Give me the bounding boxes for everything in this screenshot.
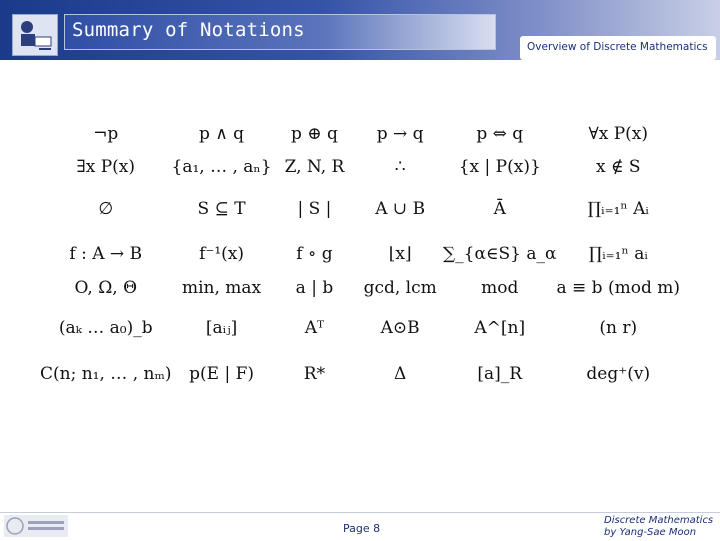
notation-cell: S ⊆ T xyxy=(197,199,246,219)
notation-cell: A^[n] xyxy=(474,318,526,338)
footer-divider xyxy=(0,512,720,513)
notation-cell: (n r) xyxy=(599,318,638,338)
notation-cell: ∅ xyxy=(98,199,114,219)
notation-cell: | S | xyxy=(297,199,332,219)
notation-cell: Ā xyxy=(493,199,506,219)
notation-cell: ∴ xyxy=(394,157,406,177)
notation-cell: Aᵀ xyxy=(304,318,325,338)
notation-cell: Z, N, R xyxy=(284,157,345,177)
notation-cell: C(n; n₁, … , nₘ) xyxy=(40,364,172,384)
notation-cell: R* xyxy=(303,364,326,384)
credit-course: Discrete Mathematics xyxy=(604,515,714,526)
notation-cell: ⌊x⌋ xyxy=(388,244,412,264)
notation-cell: ∏ᵢ₌₁ⁿ aᵢ xyxy=(588,244,648,264)
notation-cell: x ∉ S xyxy=(595,157,641,177)
notation-cell: ∑_{α∈S} a_α xyxy=(443,244,557,264)
page-number: Page 8 xyxy=(343,522,381,535)
notation-cell: a | b xyxy=(295,278,334,298)
notation-cell: {x | P(x)} xyxy=(458,157,541,177)
notation-cell: [a]_R xyxy=(477,364,523,384)
notation-cell: ∏ᵢ₌₁ⁿ Aᵢ xyxy=(587,199,649,219)
notation-cell: p → q xyxy=(376,124,424,144)
presenter-logo-icon xyxy=(12,14,58,56)
notation-cell: A⊙B xyxy=(380,318,420,338)
notation-cell: {a₁, … , aₙ} xyxy=(171,157,272,177)
notation-cell: mod xyxy=(481,278,519,298)
notation-cell: ∃x P(x) xyxy=(76,157,136,177)
university-logo-icon xyxy=(4,515,68,537)
notation-cell: p ⇔ q xyxy=(476,124,524,144)
notation-cell: f ∘ g xyxy=(296,244,333,264)
notation-cell: f : A → B xyxy=(69,244,143,264)
notation-cell: p(E | F) xyxy=(189,364,254,384)
notation-cell: a ≡ b (mod m) xyxy=(556,278,680,298)
notation-cell: ∀x P(x) xyxy=(588,124,649,144)
notation-cell: Δ xyxy=(394,364,407,384)
notation-cell: gcd, lcm xyxy=(363,278,437,298)
course-title: Overview of Discrete Mathematics xyxy=(527,41,708,53)
notation-cell: f⁻¹(x) xyxy=(199,244,245,264)
page-title: Summary of Notations xyxy=(72,19,305,41)
notation-cell: A ∪ B xyxy=(375,199,426,219)
notation-cell: p ∧ q xyxy=(199,124,245,144)
notation-cell: min, max xyxy=(181,278,262,298)
footer-credit xyxy=(604,515,716,539)
notation-cell: O, Ω, Θ xyxy=(74,278,138,298)
notation-grid xyxy=(40,120,680,400)
notation-cell: [aᵢⱼ] xyxy=(205,318,238,338)
notation-cell: deg⁺(v) xyxy=(586,364,651,384)
notation-cell: (aₖ … a₀)_b xyxy=(58,318,153,338)
notation-cell: ¬p xyxy=(93,124,119,144)
credit-author: by Yang-Sae Moon xyxy=(604,527,697,538)
notation-cell: p ⊕ q xyxy=(291,124,338,144)
